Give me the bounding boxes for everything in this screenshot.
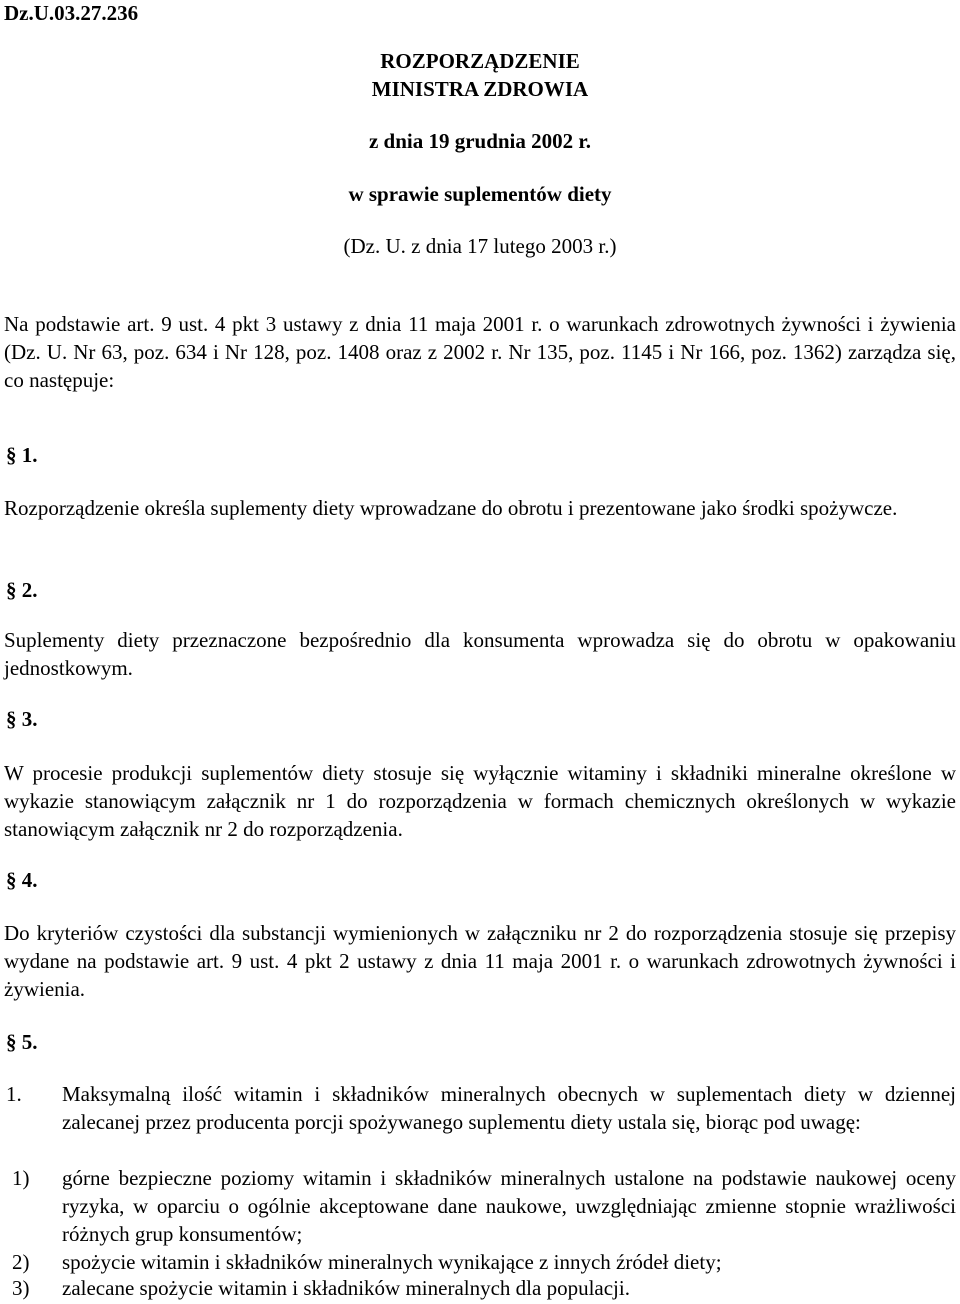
act-subject: w sprawie suplementów diety (348, 182, 612, 206)
point-text-2: spożycie witamin i składników mineralnych wynikające z innych źródeł diety; (62, 1250, 722, 1274)
publication-note: (Dz. U. z dnia 17 lutego 2003 r.) (343, 234, 617, 258)
section-number-2: § 2. (6, 578, 38, 602)
point-text-3: zalecane spożycie witamin i składników mineralnych dla populacji. (62, 1276, 630, 1300)
item-text-1: Maksymalną ilość witamin i składników mineralnych obecnych w suplementach diety w dziennej zalecanej przez producenta porcji spożywanego suplementu diety ustala się, biorąc pod uwagę: (62, 1082, 956, 1134)
section-text-3: W procesie produkcji suplementów diety stosuje się wyłącznie witaminy i składniki mineralne określone w wykazie stanowiącym załącznik nr 1 do rozporządzenia w formach chemicznych określonych w wykazie stanowiącym załącznik nr 2 do rozporządzenia. (4, 761, 956, 841)
section-text-2: Suplementy diety przeznaczone bezpośrednio dla konsumenta wprowadza się do obrotu w opakowaniu jednostkowym. (4, 628, 956, 680)
point-number-1: 1) (12, 1166, 30, 1190)
title-line-1: ROZPORZĄDZENIE (380, 49, 580, 73)
item-number-1: 1. (6, 1082, 22, 1106)
title-line-2: MINISTRA ZDROWIA (371, 77, 589, 101)
section-number-4: § 4. (6, 868, 38, 892)
point-text-1: górne bezpieczne poziomy witamin i składników mineralnych ustalone na podstawie naukowej oceny ryzyka, w oparciu o ogólnie akceptowane dane naukowe, uwzględniając zmienne stopnie wrażliwości różnych grup konsumentów; (62, 1166, 956, 1246)
section-number-3: § 3. (6, 707, 38, 731)
point-number-2: 2) (12, 1250, 30, 1274)
point-number-3: 3) (12, 1276, 30, 1300)
section-text-4: Do kryteriów czystości dla substancji wymienionych w załączniku nr 2 do rozporządzenia stosuje się przepisy wydane na podstawie art. 9 ust. 4 pkt 2 ustawy z dnia 11 maja 2001 r. o warunkach zdrowotnych żywności i żywienia. (4, 921, 956, 1001)
journal-reference: Dz.U.03.27.236 (4, 1, 139, 25)
act-date: z dnia 19 grudnia 2002 r. (368, 129, 592, 153)
preamble: Na podstawie art. 9 ust. 4 pkt 3 ustawy z dnia 11 maja 2001 r. o warunkach zdrowotnych żywności i żywienia (Dz. U. Nr 63, poz. 634 i Nr 128, poz. 1408 oraz z 2002 r. Nr 135, poz. 1145 i Nr 166, poz. 1362) zarządza się, co następuje: (4, 312, 956, 392)
section-number-1: § 1. (6, 443, 38, 467)
section-number-5: § 5. (6, 1030, 38, 1054)
section-text-1: Rozporządzenie określa suplementy diety wprowadzane do obrotu i prezentowane jako środki spożywcze. (4, 496, 898, 520)
